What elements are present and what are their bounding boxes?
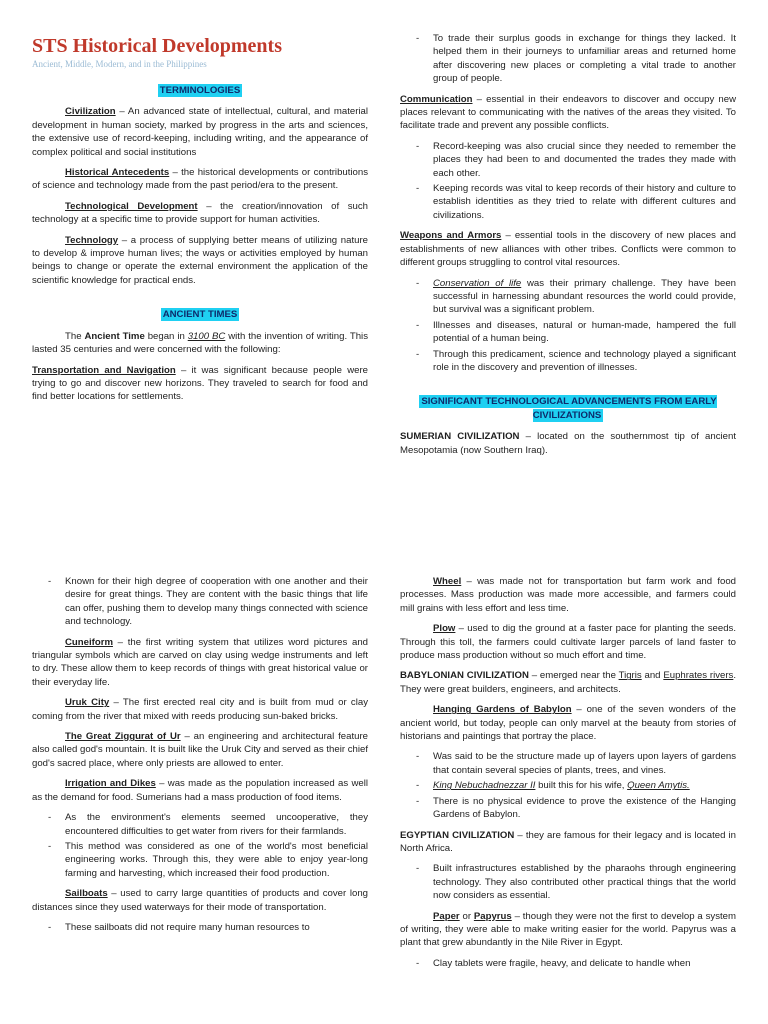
communication-term: Communication (400, 93, 473, 105)
document-title: STS Historical Developments (32, 35, 282, 57)
civilization-term: Civilization (65, 106, 116, 118)
paper-bullets (400, 957, 736, 970)
page-gap (0, 545, 768, 560)
weapons-bullets (400, 277, 736, 375)
cuneiform-paragraph: Cuneiform – the first writing system that utilizes word pictures and triangular symbols which are carved on clay using wedge instruments and left to dry. These allow them to keep records of things with great historical value or their everyday life. (32, 636, 368, 688)
plow-paragraph: Plow – used to dig the ground at a faster pace for planting the seeds. Through this toll, the farmers could cultivate larger parcels of land faster to produce mass production without so much effort and time. (400, 623, 736, 662)
list-item: - Illnesses and diseases, natural or human-made, hampered the full potential of a human being. (433, 319, 736, 346)
uruk-paragraph: Uruk City – The first erected real city and is built from mud or clay coming from the river that mixed with reeds producing sun-baked bricks. (32, 697, 368, 722)
communication-paragraph: Communication – essential in their endeavors to discover and occupy new places relevant to communicating with the natives of the areas they visited. To facilitate trade and prevent any possible conflicts. (400, 93, 736, 132)
list-item: - Built infrastructures established by the pharaohs through engineering technology. They also contributed other practical things that the world now considers as essential. (433, 862, 736, 902)
list-item: - Conservation of life was their primary challenge. They have been successful in harnessing abundant resources the world could provide, but survival was a significant problem. (433, 277, 736, 317)
ziggurat-paragraph: The Great Ziggurat of Ur – an engineering and architectural feature also called god's mountain. It is built like the Uruk City and served as their chief god's sacred place, where only priests are allowed to enter. (32, 731, 368, 769)
page-2-right-column (400, 575, 736, 977)
terminologies-heading: TERMINOLOGIES (159, 85, 241, 96)
list-item: - These sailboats did not require many human resources to (65, 921, 368, 934)
communication-bullets (400, 140, 736, 222)
irrigation-bullets (32, 811, 368, 880)
ziggurat-term: The Great Ziggurat of Ur (65, 731, 181, 743)
paper-paragraph: Paper or Papyrus – though they were not the first to develop a system of writing, they were able to make writing easier for the world. Papyrus was a plant that grew abundantly in the Nile River in Egypt. (400, 910, 736, 949)
egyptian-bullets (400, 862, 736, 902)
list-item: - To trade their surplus goods in exchange for things they lacked. It helped them in their journeys to unfamiliar areas and returned home after discovering new places or completing a vital trade to another group of people. (433, 32, 736, 86)
list-item: - Known for their high degree of cooperation with one another and their desire for great things. They are content with the basic things that life can offer, pushing them to develop many things connected with science and technology. (65, 575, 368, 629)
sailboats-paragraph: Sailboats – used to carry large quantities of products and cover long distances since they used waterways for their mode of transportation. (32, 888, 368, 913)
cuneiform-term: Cuneiform (65, 636, 113, 648)
document-subtitle: Ancient, Middle, Modern, and in the Philippines (32, 59, 207, 69)
uruk-term: Uruk City (65, 697, 110, 709)
list-item: - King Nebuchadnezzar II built this for his wife, Queen Amytis. (433, 779, 736, 792)
sumerian-paragraph: SUMERIAN CIVILIZATION – located on the southernmost tip of ancient Mesopotamia (now Southern Iraq). (400, 431, 736, 456)
weapons-paragraph: Weapons and Armors – essential tools in the discovery of new places and establishments of new alliances with other tribes. Conflicts were common to different groups struggling to control vital resources. (400, 230, 736, 269)
spacer (400, 381, 736, 395)
weapons-term: Weapons and Armors (400, 230, 502, 242)
page-1-left-column (32, 34, 368, 411)
list-item: - There is no physical evidence to prove the existence of the Hanging Gardens of Babylon. (433, 795, 736, 822)
sumerian-term: SUMERIAN CIVILIZATION (400, 431, 520, 443)
list-item: - Was said to be the structure made up of layers upon layers of gardens that contain several species of plants, trees, and vines. (433, 750, 736, 777)
transport-bullets (400, 32, 736, 86)
advancements-heading: SIGNIFICANT TECHNOLOGICAL ADVANCEMENTS FROM EARLY CIVILIZATIONS (421, 396, 717, 421)
ancient-intro-paragraph: The Ancient Time began in 3100 BC with the invention of writing. This lasted 35 centuries and were concerned with the following: (32, 330, 368, 356)
plow-term: Plow (433, 623, 456, 635)
papyrus-term: Papyrus (473, 910, 512, 922)
techdev-paragraph: Technological Development – the creation/innovation of such technology at a specific time to provide support for human activities. (32, 200, 368, 226)
ancient-times-heading: ANCIENT TIMES (162, 309, 238, 321)
list-item: - Keeping records was vital to keep records of their history and culture to establish identities as they tried to relate with different cultures and civilizations. (433, 182, 736, 222)
transport-term: Transportation and Navigation (32, 364, 176, 376)
transport-paragraph: Transportation and Navigation – it was significant because people were trying to go and discover new horizons. They traveled to search for food and find better locations for settlements. (32, 364, 369, 403)
sailboats-term: Sailboats (65, 888, 108, 900)
list-item: - Clay tablets were fragile, heavy, and delicate to handle when (433, 957, 736, 970)
list-item: - This method was considered as one of the world's most beneficial engineering works. Through this, they were able to enjoy year-long farming and harvesting, which increased their food production. (65, 840, 368, 880)
babylonian-paragraph: BABYLONIAN CIVILIZATION – emerged near the Tigris and Euphrates rivers. They were great builders, engineers, and architects. (400, 670, 736, 695)
irrigation-paragraph: Irrigation and Dikes – was made as the population increased as well as the demand for food. Sumerians had a mass production of food items. (32, 778, 368, 803)
spacer (32, 294, 368, 308)
technology-paragraph: Technology – a process of supplying better means of utilizing nature to develop & improve human lives; the ways or activities employed by human beings to change or operate the external environment the application of the scientific knowledge for practical ends. (32, 234, 368, 286)
list-item: - As the environment's elements seemed uncooperative, they encountered difficulties to get water from rivers for their farmlands. (65, 811, 368, 838)
sumerian-bullets (32, 575, 368, 629)
egyptian-term: EGYPTIAN CIVILIZATION (400, 829, 515, 841)
techdev-term: Technological Development (65, 200, 198, 212)
gardens-paragraph: Hanging Gardens of Babylon – one of the seven wonders of the ancient world, but today, people can only marvel at the beauty from stories of historians and paintings that portray the place. (400, 704, 736, 743)
page-1-right-column (400, 32, 736, 464)
list-item: - Record-keeping was also crucial since they needed to remember the places they had been to and documented the trades they made with each other. (433, 140, 736, 180)
gardens-term: Hanging Gardens of Babylon (433, 704, 572, 716)
paper-term: Paper (433, 910, 460, 922)
irrigation-term: Irrigation and Dikes (65, 778, 156, 790)
document-page-2 (0, 560, 768, 1024)
antecedents-term: Historical Antecedents (65, 167, 170, 179)
egyptian-paragraph: EGYPTIAN CIVILIZATION – they are famous for their legacy and is located in North Africa. (400, 829, 736, 854)
list-item: - Through this predicament, science and technology played a significant role in the discovery and prevention of illnesses. (433, 348, 736, 375)
wheel-paragraph: Wheel – was made not for transportation but farm work and food processes. Mass production was made more accessible, and farmers could mill grains with less effort and less time. (400, 576, 736, 614)
antecedents-paragraph: Historical Antecedents – the historical developments or contributions of science and technology made from the past period/era to the present. (32, 167, 368, 192)
page-2-left-column (32, 575, 368, 941)
gardens-bullets (400, 750, 736, 821)
babylonian-term: BABYLONIAN CIVILIZATION (400, 670, 529, 682)
wheel-term: Wheel (433, 576, 462, 587)
sailboats-bullets (32, 921, 368, 934)
technology-term: Technology (65, 234, 119, 246)
civilization-paragraph: Civilization – An advanced state of intellectual, cultural, and material development in human society, marked by progress in the arts and sciences, the extensive use of record-keeping, including writing, and the appearance of complex political and social institutions (32, 106, 368, 158)
